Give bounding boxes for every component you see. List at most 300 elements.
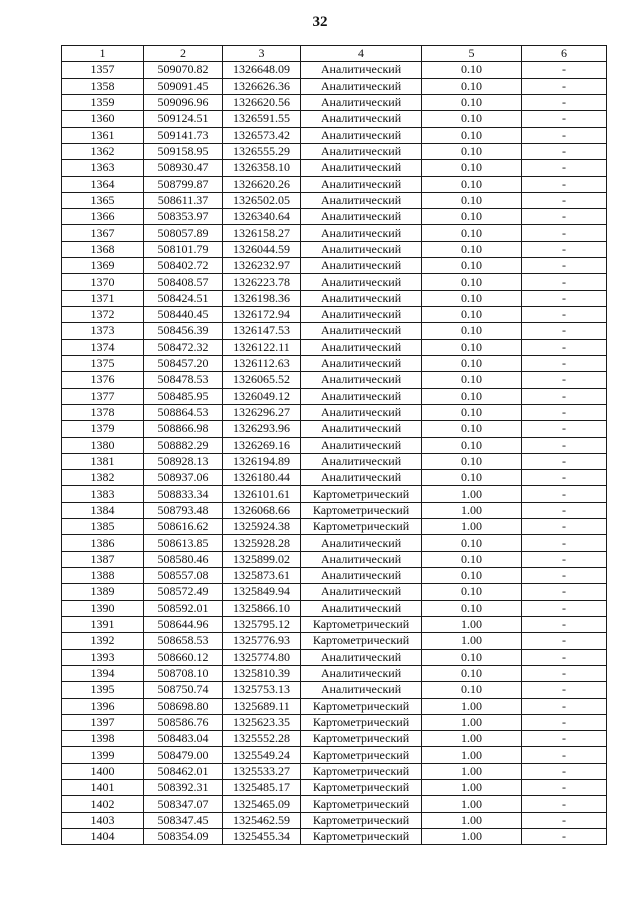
y-coordinate-cell: 1325485.17 [223,780,301,796]
accuracy-cell: 0.10 [422,192,522,208]
method-cell: Аналитический [301,388,422,404]
accuracy-cell: 1.00 [422,633,522,649]
point-number-cell: 1382 [62,470,144,486]
x-coordinate-cell: 508572.49 [144,584,223,600]
accuracy-cell: 0.10 [422,453,522,469]
column-header: 4 [301,46,422,62]
method-cell: Картометрический [301,763,422,779]
note-cell: - [522,600,607,616]
note-cell: - [522,486,607,502]
table-row [62,633,607,649]
y-coordinate-cell: 1326172.94 [223,307,301,323]
column-header: 2 [144,46,223,62]
x-coordinate-cell: 509091.45 [144,78,223,94]
x-coordinate-cell: 508750.74 [144,682,223,698]
method-cell: Картометрический [301,486,422,502]
point-number-cell: 1396 [62,698,144,714]
method-cell: Аналитический [301,453,422,469]
table-row [62,796,607,812]
x-coordinate-cell: 508930.47 [144,160,223,176]
table-row [62,551,607,567]
accuracy-cell: 0.10 [422,176,522,192]
note-cell: - [522,568,607,584]
y-coordinate-cell: 1326626.36 [223,78,301,94]
y-coordinate-cell: 1326269.16 [223,437,301,453]
point-number-cell: 1357 [62,62,144,78]
column-header: 6 [522,46,607,62]
point-number-cell: 1380 [62,437,144,453]
accuracy-cell: 0.10 [422,274,522,290]
accuracy-cell: 1.00 [422,698,522,714]
point-number-cell: 1360 [62,111,144,127]
y-coordinate-cell: 1325810.39 [223,665,301,681]
y-coordinate-cell: 1325774.80 [223,649,301,665]
table-row [62,453,607,469]
point-number-cell: 1387 [62,551,144,567]
x-coordinate-cell: 509070.82 [144,62,223,78]
note-cell: - [522,78,607,94]
method-cell: Аналитический [301,192,422,208]
note-cell: - [522,323,607,339]
method-cell: Аналитический [301,372,422,388]
column-header: 1 [62,46,144,62]
accuracy-cell: 0.10 [422,160,522,176]
accuracy-cell: 0.10 [422,437,522,453]
accuracy-cell: 0.10 [422,404,522,420]
accuracy-cell: 0.10 [422,127,522,143]
method-cell: Картометрический [301,780,422,796]
note-cell: - [522,470,607,486]
method-cell: Картометрический [301,616,422,632]
table-row [62,584,607,600]
y-coordinate-cell: 1325928.28 [223,535,301,551]
method-cell: Аналитический [301,290,422,306]
accuracy-cell: 0.10 [422,568,522,584]
x-coordinate-cell: 508057.89 [144,225,223,241]
table-row [62,470,607,486]
method-cell: Аналитический [301,682,422,698]
table-row [62,682,607,698]
table-row [62,600,607,616]
table-row [62,404,607,420]
x-coordinate-cell: 508616.62 [144,519,223,535]
note-cell: - [522,241,607,257]
accuracy-cell: 1.00 [422,829,522,845]
point-number-cell: 1397 [62,714,144,730]
accuracy-cell: 1.00 [422,812,522,828]
accuracy-cell: 0.10 [422,94,522,110]
method-cell: Аналитический [301,404,422,420]
x-coordinate-cell: 508353.97 [144,209,223,225]
y-coordinate-cell: 1326049.12 [223,388,301,404]
method-cell: Аналитический [301,584,422,600]
y-coordinate-cell: 1326180.44 [223,470,301,486]
accuracy-cell: 0.10 [422,665,522,681]
note-cell: - [522,763,607,779]
y-coordinate-cell: 1326358.10 [223,160,301,176]
y-coordinate-cell: 1326573.42 [223,127,301,143]
note-cell: - [522,584,607,600]
method-cell: Аналитический [301,94,422,110]
point-number-cell: 1373 [62,323,144,339]
accuracy-cell: 0.10 [422,209,522,225]
note-cell: - [522,731,607,747]
table-row [62,225,607,241]
accuracy-cell: 0.10 [422,551,522,567]
x-coordinate-cell: 508354.09 [144,829,223,845]
accuracy-cell: 0.10 [422,323,522,339]
point-number-cell: 1368 [62,241,144,257]
point-number-cell: 1394 [62,665,144,681]
table-row [62,747,607,763]
coordinates-table [61,45,607,845]
table-row [62,62,607,78]
note-cell: - [522,747,607,763]
point-number-cell: 1402 [62,796,144,812]
point-number-cell: 1371 [62,290,144,306]
table-row [62,209,607,225]
y-coordinate-cell: 1326555.29 [223,143,301,159]
method-cell: Аналитический [301,274,422,290]
y-coordinate-cell: 1326502.05 [223,192,301,208]
page-number: 32 [312,14,328,30]
table-row [62,372,607,388]
table-row [62,192,607,208]
table-row [62,714,607,730]
accuracy-cell: 0.10 [422,388,522,404]
method-cell: Аналитический [301,535,422,551]
table-row [62,437,607,453]
column-header: 3 [223,46,301,62]
x-coordinate-cell: 508708.10 [144,665,223,681]
y-coordinate-cell: 1325873.61 [223,568,301,584]
accuracy-cell: 0.10 [422,241,522,257]
accuracy-cell: 0.10 [422,584,522,600]
method-cell: Картометрический [301,796,422,812]
x-coordinate-cell: 508485.95 [144,388,223,404]
table-row [62,763,607,779]
x-coordinate-cell: 508799.87 [144,176,223,192]
point-number-cell: 1367 [62,225,144,241]
accuracy-cell: 0.10 [422,307,522,323]
x-coordinate-cell: 508479.00 [144,747,223,763]
method-cell: Аналитический [301,225,422,241]
accuracy-cell: 1.00 [422,731,522,747]
note-cell: - [522,274,607,290]
table-body [62,62,607,845]
point-number-cell: 1401 [62,780,144,796]
note-cell: - [522,355,607,371]
x-coordinate-cell: 508586.76 [144,714,223,730]
table-row [62,665,607,681]
accuracy-cell: 0.10 [422,649,522,665]
point-number-cell: 1403 [62,812,144,828]
table-row [62,616,607,632]
method-cell: Аналитический [301,355,422,371]
note-cell: - [522,192,607,208]
y-coordinate-cell: 1326065.52 [223,372,301,388]
accuracy-cell: 1.00 [422,714,522,730]
y-coordinate-cell: 1325623.35 [223,714,301,730]
table-row [62,339,607,355]
point-number-cell: 1393 [62,649,144,665]
method-cell: Аналитический [301,176,422,192]
note-cell: - [522,551,607,567]
table-row [62,568,607,584]
y-coordinate-cell: 1326620.56 [223,94,301,110]
y-coordinate-cell: 1326648.09 [223,62,301,78]
x-coordinate-cell: 508928.13 [144,453,223,469]
y-coordinate-cell: 1325753.13 [223,682,301,698]
note-cell: - [522,388,607,404]
x-coordinate-cell: 508408.57 [144,274,223,290]
y-coordinate-cell: 1326112.63 [223,355,301,371]
method-cell: Аналитический [301,258,422,274]
method-cell: Аналитический [301,160,422,176]
accuracy-cell: 1.00 [422,763,522,779]
x-coordinate-cell: 509096.96 [144,94,223,110]
y-coordinate-cell: 1325776.93 [223,633,301,649]
x-coordinate-cell: 508937.06 [144,470,223,486]
note-cell: - [522,714,607,730]
table-row [62,355,607,371]
accuracy-cell: 0.10 [422,355,522,371]
method-cell: Аналитический [301,649,422,665]
note-cell: - [522,649,607,665]
note-cell: - [522,111,607,127]
table-row [62,94,607,110]
method-cell: Аналитический [301,323,422,339]
method-cell: Аналитический [301,78,422,94]
note-cell: - [522,535,607,551]
note-cell: - [522,258,607,274]
point-number-cell: 1383 [62,486,144,502]
y-coordinate-cell: 1326194.89 [223,453,301,469]
x-coordinate-cell: 508698.80 [144,698,223,714]
point-number-cell: 1391 [62,616,144,632]
x-coordinate-cell: 508580.46 [144,551,223,567]
point-number-cell: 1399 [62,747,144,763]
table-row [62,535,607,551]
x-coordinate-cell: 508456.39 [144,323,223,339]
x-coordinate-cell: 508457.20 [144,355,223,371]
y-coordinate-cell: 1325465.09 [223,796,301,812]
note-cell: - [522,780,607,796]
y-coordinate-cell: 1325549.24 [223,747,301,763]
note-cell: - [522,94,607,110]
y-coordinate-cell: 1326293.96 [223,421,301,437]
table-row [62,486,607,502]
note-cell: - [522,616,607,632]
method-cell: Аналитический [301,421,422,437]
accuracy-cell: 0.10 [422,470,522,486]
table-row [62,274,607,290]
method-cell: Аналитический [301,665,422,681]
accuracy-cell: 0.10 [422,78,522,94]
x-coordinate-cell: 508833.34 [144,486,223,502]
y-coordinate-cell: 1325533.27 [223,763,301,779]
point-number-cell: 1376 [62,372,144,388]
point-number-cell: 1366 [62,209,144,225]
accuracy-cell: 1.00 [422,747,522,763]
point-number-cell: 1375 [62,355,144,371]
y-coordinate-cell: 1326232.97 [223,258,301,274]
y-coordinate-cell: 1325455.34 [223,829,301,845]
accuracy-cell: 0.10 [422,535,522,551]
x-coordinate-cell: 509141.73 [144,127,223,143]
note-cell: - [522,225,607,241]
point-number-cell: 1374 [62,339,144,355]
y-coordinate-cell: 1325689.11 [223,698,301,714]
point-number-cell: 1377 [62,388,144,404]
note-cell: - [522,372,607,388]
y-coordinate-cell: 1326068.66 [223,502,301,518]
table-row [62,323,607,339]
x-coordinate-cell: 508613.85 [144,535,223,551]
y-coordinate-cell: 1325924.38 [223,519,301,535]
point-number-cell: 1384 [62,502,144,518]
note-cell: - [522,812,607,828]
accuracy-cell: 0.10 [422,372,522,388]
accuracy-cell: 0.10 [422,339,522,355]
table-row [62,143,607,159]
x-coordinate-cell: 508392.31 [144,780,223,796]
point-number-cell: 1363 [62,160,144,176]
y-coordinate-cell: 1326340.64 [223,209,301,225]
x-coordinate-cell: 508611.37 [144,192,223,208]
y-coordinate-cell: 1326044.59 [223,241,301,257]
method-cell: Аналитический [301,62,422,78]
table-row [62,519,607,535]
note-cell: - [522,404,607,420]
point-number-cell: 1388 [62,568,144,584]
x-coordinate-cell: 508660.12 [144,649,223,665]
point-number-cell: 1386 [62,535,144,551]
accuracy-cell: 1.00 [422,486,522,502]
accuracy-cell: 0.10 [422,143,522,159]
note-cell: - [522,127,607,143]
point-number-cell: 1372 [62,307,144,323]
point-number-cell: 1395 [62,682,144,698]
table-header-row [62,46,607,62]
x-coordinate-cell: 508440.45 [144,307,223,323]
table-row [62,127,607,143]
point-number-cell: 1364 [62,176,144,192]
x-coordinate-cell: 508402.72 [144,258,223,274]
note-cell: - [522,453,607,469]
y-coordinate-cell: 1326591.55 [223,111,301,127]
accuracy-cell: 1.00 [422,780,522,796]
x-coordinate-cell: 508866.98 [144,421,223,437]
point-number-cell: 1358 [62,78,144,94]
x-coordinate-cell: 508882.29 [144,437,223,453]
point-number-cell: 1365 [62,192,144,208]
method-cell: Картометрический [301,714,422,730]
table-row [62,78,607,94]
method-cell: Аналитический [301,470,422,486]
accuracy-cell: 0.10 [422,682,522,698]
x-coordinate-cell: 508462.01 [144,763,223,779]
point-number-cell: 1400 [62,763,144,779]
y-coordinate-cell: 1326147.53 [223,323,301,339]
method-cell: Аналитический [301,111,422,127]
x-coordinate-cell: 508658.53 [144,633,223,649]
method-cell: Картометрический [301,731,422,747]
y-coordinate-cell: 1325866.10 [223,600,301,616]
point-number-cell: 1379 [62,421,144,437]
x-coordinate-cell: 508483.04 [144,731,223,747]
point-number-cell: 1385 [62,519,144,535]
y-coordinate-cell: 1325899.02 [223,551,301,567]
note-cell: - [522,160,607,176]
note-cell: - [522,307,607,323]
method-cell: Картометрический [301,502,422,518]
note-cell: - [522,502,607,518]
accuracy-cell: 1.00 [422,616,522,632]
note-cell: - [522,143,607,159]
note-cell: - [522,176,607,192]
x-coordinate-cell: 508347.07 [144,796,223,812]
point-number-cell: 1378 [62,404,144,420]
table-row [62,111,607,127]
note-cell: - [522,62,607,78]
method-cell: Аналитический [301,241,422,257]
table-row [62,258,607,274]
point-number-cell: 1369 [62,258,144,274]
note-cell: - [522,290,607,306]
method-cell: Аналитический [301,568,422,584]
method-cell: Аналитический [301,307,422,323]
point-number-cell: 1404 [62,829,144,845]
x-coordinate-cell: 508793.48 [144,502,223,518]
method-cell: Аналитический [301,551,422,567]
y-coordinate-cell: 1326223.78 [223,274,301,290]
point-number-cell: 1389 [62,584,144,600]
point-number-cell: 1370 [62,274,144,290]
method-cell: Аналитический [301,143,422,159]
point-number-cell: 1359 [62,94,144,110]
note-cell: - [522,519,607,535]
note-cell: - [522,796,607,812]
accuracy-cell: 0.10 [422,258,522,274]
table-row [62,307,607,323]
method-cell: Картометрический [301,829,422,845]
x-coordinate-cell: 508557.08 [144,568,223,584]
note-cell: - [522,829,607,845]
table-row [62,290,607,306]
note-cell: - [522,209,607,225]
accuracy-cell: 0.10 [422,225,522,241]
x-coordinate-cell: 508472.32 [144,339,223,355]
table-row [62,649,607,665]
y-coordinate-cell: 1325849.94 [223,584,301,600]
y-coordinate-cell: 1326158.27 [223,225,301,241]
y-coordinate-cell: 1326198.36 [223,290,301,306]
note-cell: - [522,682,607,698]
method-cell: Аналитический [301,127,422,143]
note-cell: - [522,665,607,681]
table-row [62,698,607,714]
x-coordinate-cell: 508644.96 [144,616,223,632]
accuracy-cell: 0.10 [422,111,522,127]
method-cell: Картометрический [301,747,422,763]
method-cell: Аналитический [301,600,422,616]
accuracy-cell: 0.10 [422,600,522,616]
table-row [62,160,607,176]
point-number-cell: 1381 [62,453,144,469]
column-header: 5 [422,46,522,62]
accuracy-cell: 0.10 [422,421,522,437]
